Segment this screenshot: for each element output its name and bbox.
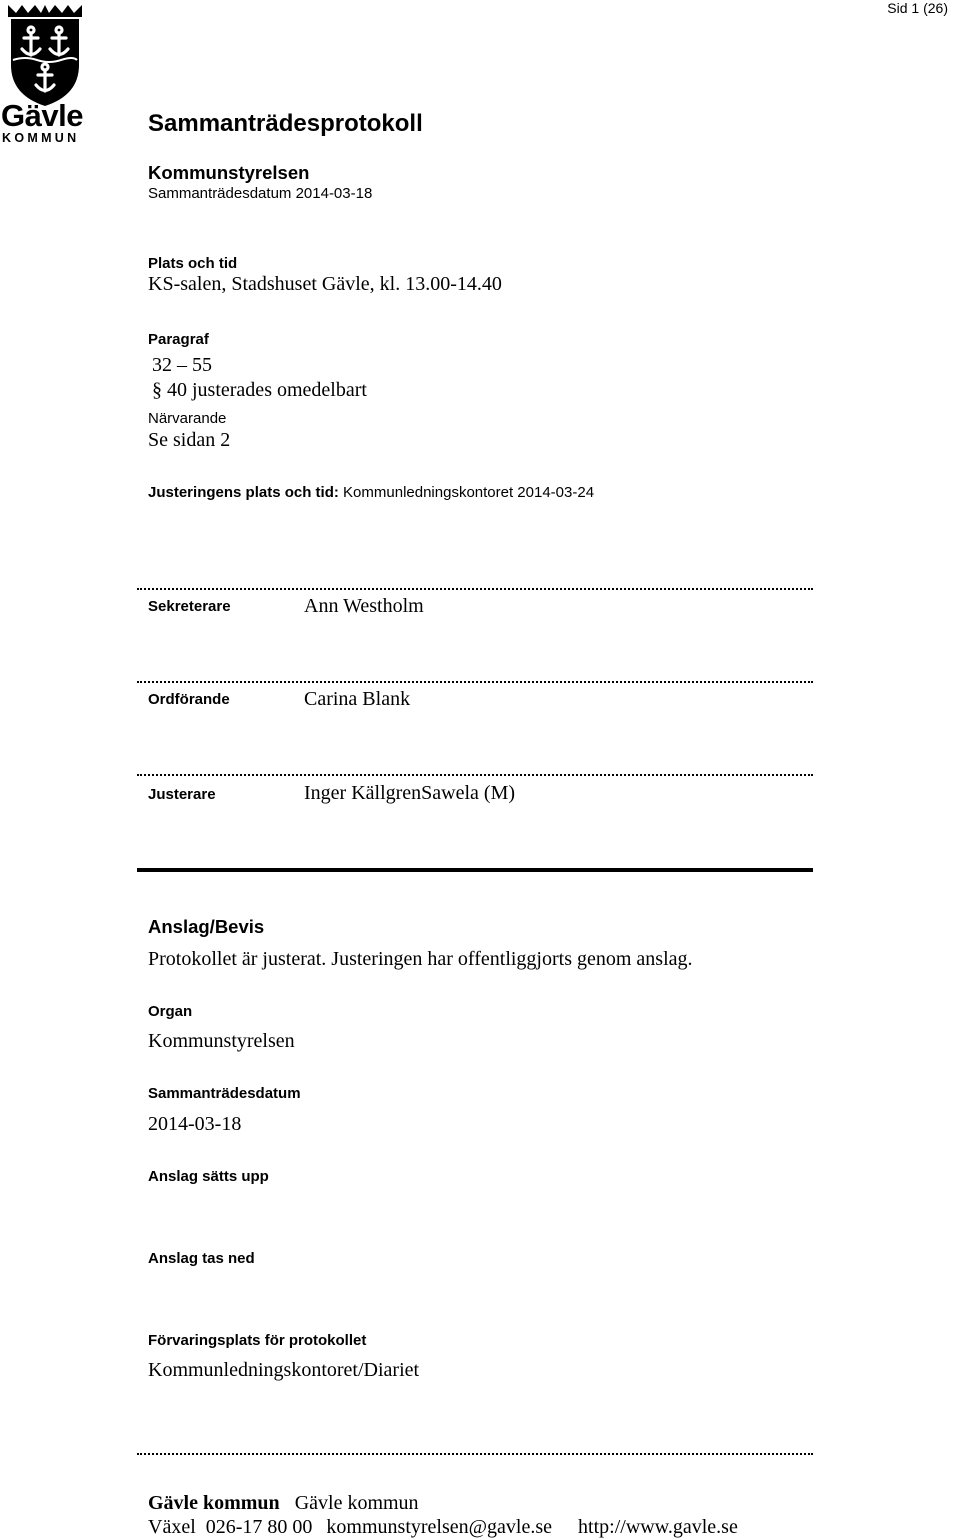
notice-heading: Anslag/Bevis [148, 916, 265, 937]
signature-role-secretary: Sekreterare [148, 598, 231, 615]
signature-line-chair [137, 681, 813, 683]
page-number: Sid 1 (26) [887, 0, 948, 16]
logo-wordmark: Gävle [1, 98, 83, 133]
footer-org-plain: Gävle kommun [294, 1492, 419, 1514]
signature-name-adjuster: Inger KällgrenSawela (M) [304, 782, 516, 804]
section-divider [137, 868, 813, 872]
footer-email[interactable]: kommunstyrelsen@gavle.se [326, 1516, 553, 1538]
gavle-kommun-logo [0, 0, 105, 150]
footer-divider [137, 1453, 813, 1455]
place-value: KS-salen, Stadshuset Gävle, kl. 13.00-14.40 [148, 273, 502, 295]
paragraph-range: 32 – 55 [152, 354, 212, 376]
organ-label: Organ [148, 1003, 193, 1020]
place-label: Plats och tid [148, 255, 238, 272]
notice-text: Protokollet är justerat. Justeringen har offentliggjorts genom anslag. [148, 948, 693, 970]
signature-role-adjuster: Justerare [148, 786, 216, 803]
footer-contact-line [148, 1516, 738, 1539]
organ-value: Kommunstyrelsen [148, 1030, 295, 1052]
storage-value: Kommunledningskontoret/Diariet [148, 1359, 420, 1381]
organ-heading: Kommunstyrelsen [148, 162, 310, 183]
signature-name-chair: Carina Blank [304, 688, 411, 710]
storage-label: Förvaringsplats för protokollet [148, 1332, 367, 1349]
present-value: Se sidan 2 [148, 429, 231, 451]
adjustment-label: Justeringens plats och tid: [148, 484, 339, 501]
logo-subtext: KOMMUN [2, 131, 80, 145]
meeting-date-label: Sammanträdesdatum [148, 1085, 301, 1102]
adjustment-line [148, 484, 594, 501]
paragraph-note: § 40 justerades omedelbart [152, 379, 367, 401]
footer-website-link[interactable]: http://www.gavle.se [578, 1516, 738, 1538]
signature-role-chair: Ordförande [148, 691, 230, 708]
signature-name-secretary: Ann Westholm [304, 595, 424, 617]
meeting-date-value: 2014-03-18 [148, 1113, 242, 1135]
notice-posted-label: Anslag sätts upp [148, 1168, 269, 1185]
meeting-date-line: Sammanträdesdatum 2014-03-18 [148, 185, 373, 202]
footer-org-bold: Gävle kommun [148, 1492, 280, 1514]
footer-org-line [148, 1492, 419, 1515]
paragraph-label: Paragraf [148, 331, 209, 348]
coat-of-arms-icon [5, 3, 85, 108]
signature-line-secretary [137, 588, 813, 590]
page-title: Sammanträdesprotokoll [148, 110, 423, 137]
adjustment-value: Kommunledningskontoret 2014-03-24 [343, 484, 595, 501]
present-label: Närvarande [148, 410, 227, 427]
notice-removed-label: Anslag tas ned [148, 1250, 255, 1267]
signature-line-adjuster [137, 774, 813, 776]
footer-phone: Växel 026-17 80 00 [148, 1516, 313, 1538]
